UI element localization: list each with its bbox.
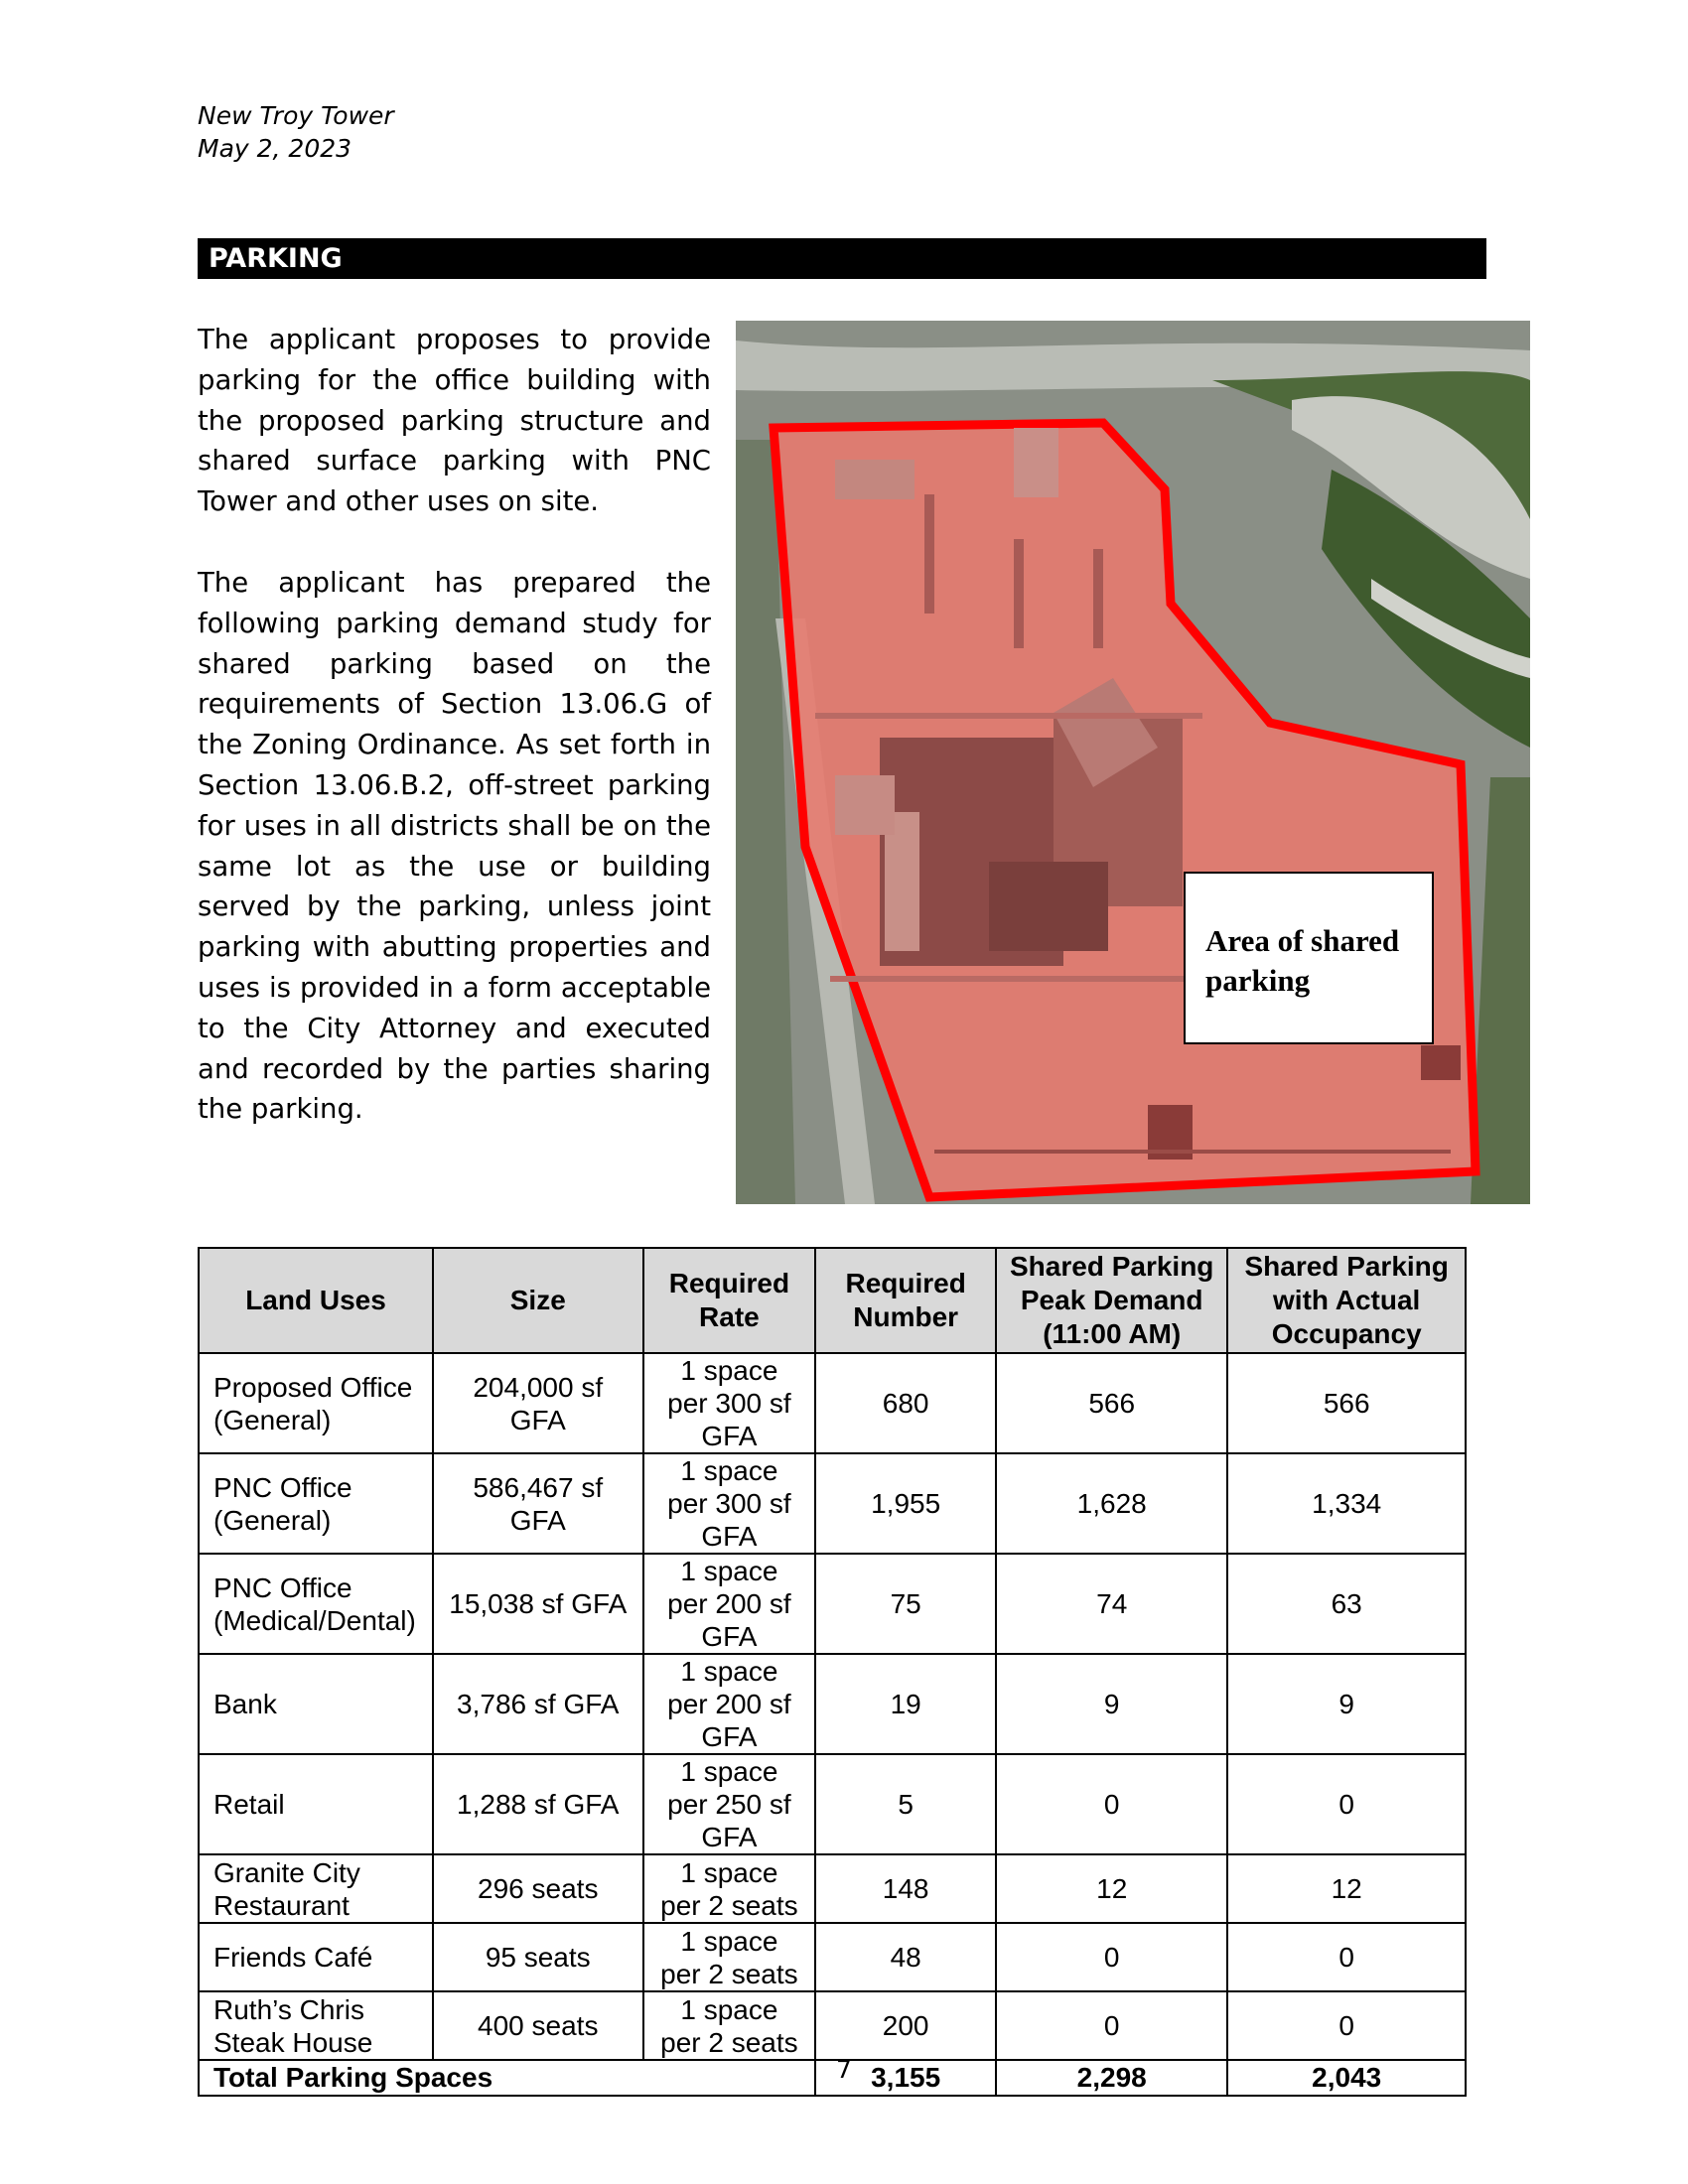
cell-land-use: Ruth’s Chris Steak House [199,1991,433,2060]
cell-size: 95 seats [433,1923,643,1991]
cell-rate: 1 space per 300 sf GFA [643,1353,816,1453]
cell-rate: 1 space per 2 seats [643,1991,816,2060]
table-row [199,1923,1466,1991]
cell-actual: 0 [1227,1991,1466,2060]
cell-actual: 566 [1227,1353,1466,1453]
cell-peak: 1,628 [996,1453,1227,1554]
cell-actual: 0 [1227,1754,1466,1854]
cell-peak: 0 [996,1923,1227,1991]
cell-land-use: PNC Office (General) [199,1453,433,1554]
document-header [198,99,394,165]
cell-required: 680 [815,1353,996,1453]
cell-actual: 0 [1227,1923,1466,1991]
header-peak-demand: Shared Parking Peak Demand (11:00 AM) [996,1248,1227,1353]
cell-peak: 566 [996,1353,1227,1453]
section-heading: PARKING [198,238,1486,279]
cell-land-use: Bank [199,1654,433,1754]
cell-size: 1,288 sf GFA [433,1754,643,1854]
cell-actual: 12 [1227,1854,1466,1923]
cell-rate: 1 space per 250 sf GFA [643,1754,816,1854]
cell-peak: 0 [996,1754,1227,1854]
cell-rate: 1 space per 300 sf GFA [643,1453,816,1554]
cell-peak: 0 [996,1991,1227,2060]
paragraph-study: The applicant has prepared the following parking demand study for shared parking based on the requirements of Section 13.06.G of the Zoning Ordinance. As set forth in Section 13.06.B.2, off-street parking for uses in all districts shall be on the same lot as the use or building served by the parking, unless joint parking with abutting properties and uses is provided in a form acceptable to the City Attorney and executed and recorded by the parties sharing the parking. [198,567,711,1126]
cell-required: 1,955 [815,1453,996,1554]
table-row [199,1754,1466,1854]
cell-land-use: Proposed Office (General) [199,1353,433,1453]
page-number: 7 [836,2055,852,2084]
cell-land-use: Retail [199,1754,433,1854]
cell-size: 400 seats [433,1991,643,2060]
header-required-rate: Required Rate [643,1248,816,1353]
table-row [199,1654,1466,1754]
cell-actual: 1,334 [1227,1453,1466,1554]
cell-peak: 9 [996,1654,1227,1754]
cell-size: 204,000 sf GFA [433,1353,643,1453]
cell-required: 5 [815,1754,996,1854]
cell-land-use: Friends Café [199,1923,433,1991]
cell-required: 19 [815,1654,996,1754]
cell-actual: 63 [1227,1554,1466,1654]
document-title: New Troy Tower [198,101,394,130]
total-actual: 2,043 [1227,2060,1466,2096]
aerial-photo [736,321,1530,1204]
parking-table [198,1247,1467,2097]
cell-required: 75 [815,1554,996,1654]
table-row [199,1554,1466,1654]
table-row [199,1453,1466,1554]
total-peak: 2,298 [996,2060,1227,2096]
cell-rate: 1 space per 200 sf GFA [643,1554,816,1654]
aerial-site-map [736,321,1530,1204]
cell-rate: 1 space per 2 seats [643,1923,816,1991]
header-actual-occupancy: Shared Parking with Actual Occupancy [1227,1248,1466,1353]
table-row [199,1854,1466,1923]
cell-land-use: PNC Office (Medical/Dental) [199,1554,433,1654]
cell-land-use: Granite City Restaurant [199,1854,433,1923]
cell-size: 586,467 sf GFA [433,1453,643,1554]
cell-peak: 12 [996,1854,1227,1923]
cell-rate: 1 space per 2 seats [643,1854,816,1923]
table-row [199,1353,1466,1453]
total-label: Total Parking Spaces [199,2060,815,2096]
document-date: May 2, 2023 [198,134,352,163]
table-header-row [199,1248,1466,1353]
map-label: Area of shared parking [1184,872,1434,1044]
cell-required: 200 [815,1991,996,2060]
cell-rate: 1 space per 200 sf GFA [643,1654,816,1754]
header-land-uses: Land Uses [199,1248,433,1353]
cell-size: 296 seats [433,1854,643,1923]
cell-size: 3,786 sf GFA [433,1654,643,1754]
total-required: 3,155 [815,2060,996,2096]
header-required-number: Required Number [815,1248,996,1353]
cell-required: 148 [815,1854,996,1923]
cell-peak: 74 [996,1554,1227,1654]
cell-actual: 9 [1227,1654,1466,1754]
table-row [199,1991,1466,2060]
cell-size: 15,038 sf GFA [433,1554,643,1654]
paragraph-intro: The applicant proposes to provide parking for the office building with the proposed parking structure and shared surface parking with PNC Tower and other uses on site. [198,324,711,518]
header-size: Size [433,1248,643,1353]
cell-required: 48 [815,1923,996,1991]
